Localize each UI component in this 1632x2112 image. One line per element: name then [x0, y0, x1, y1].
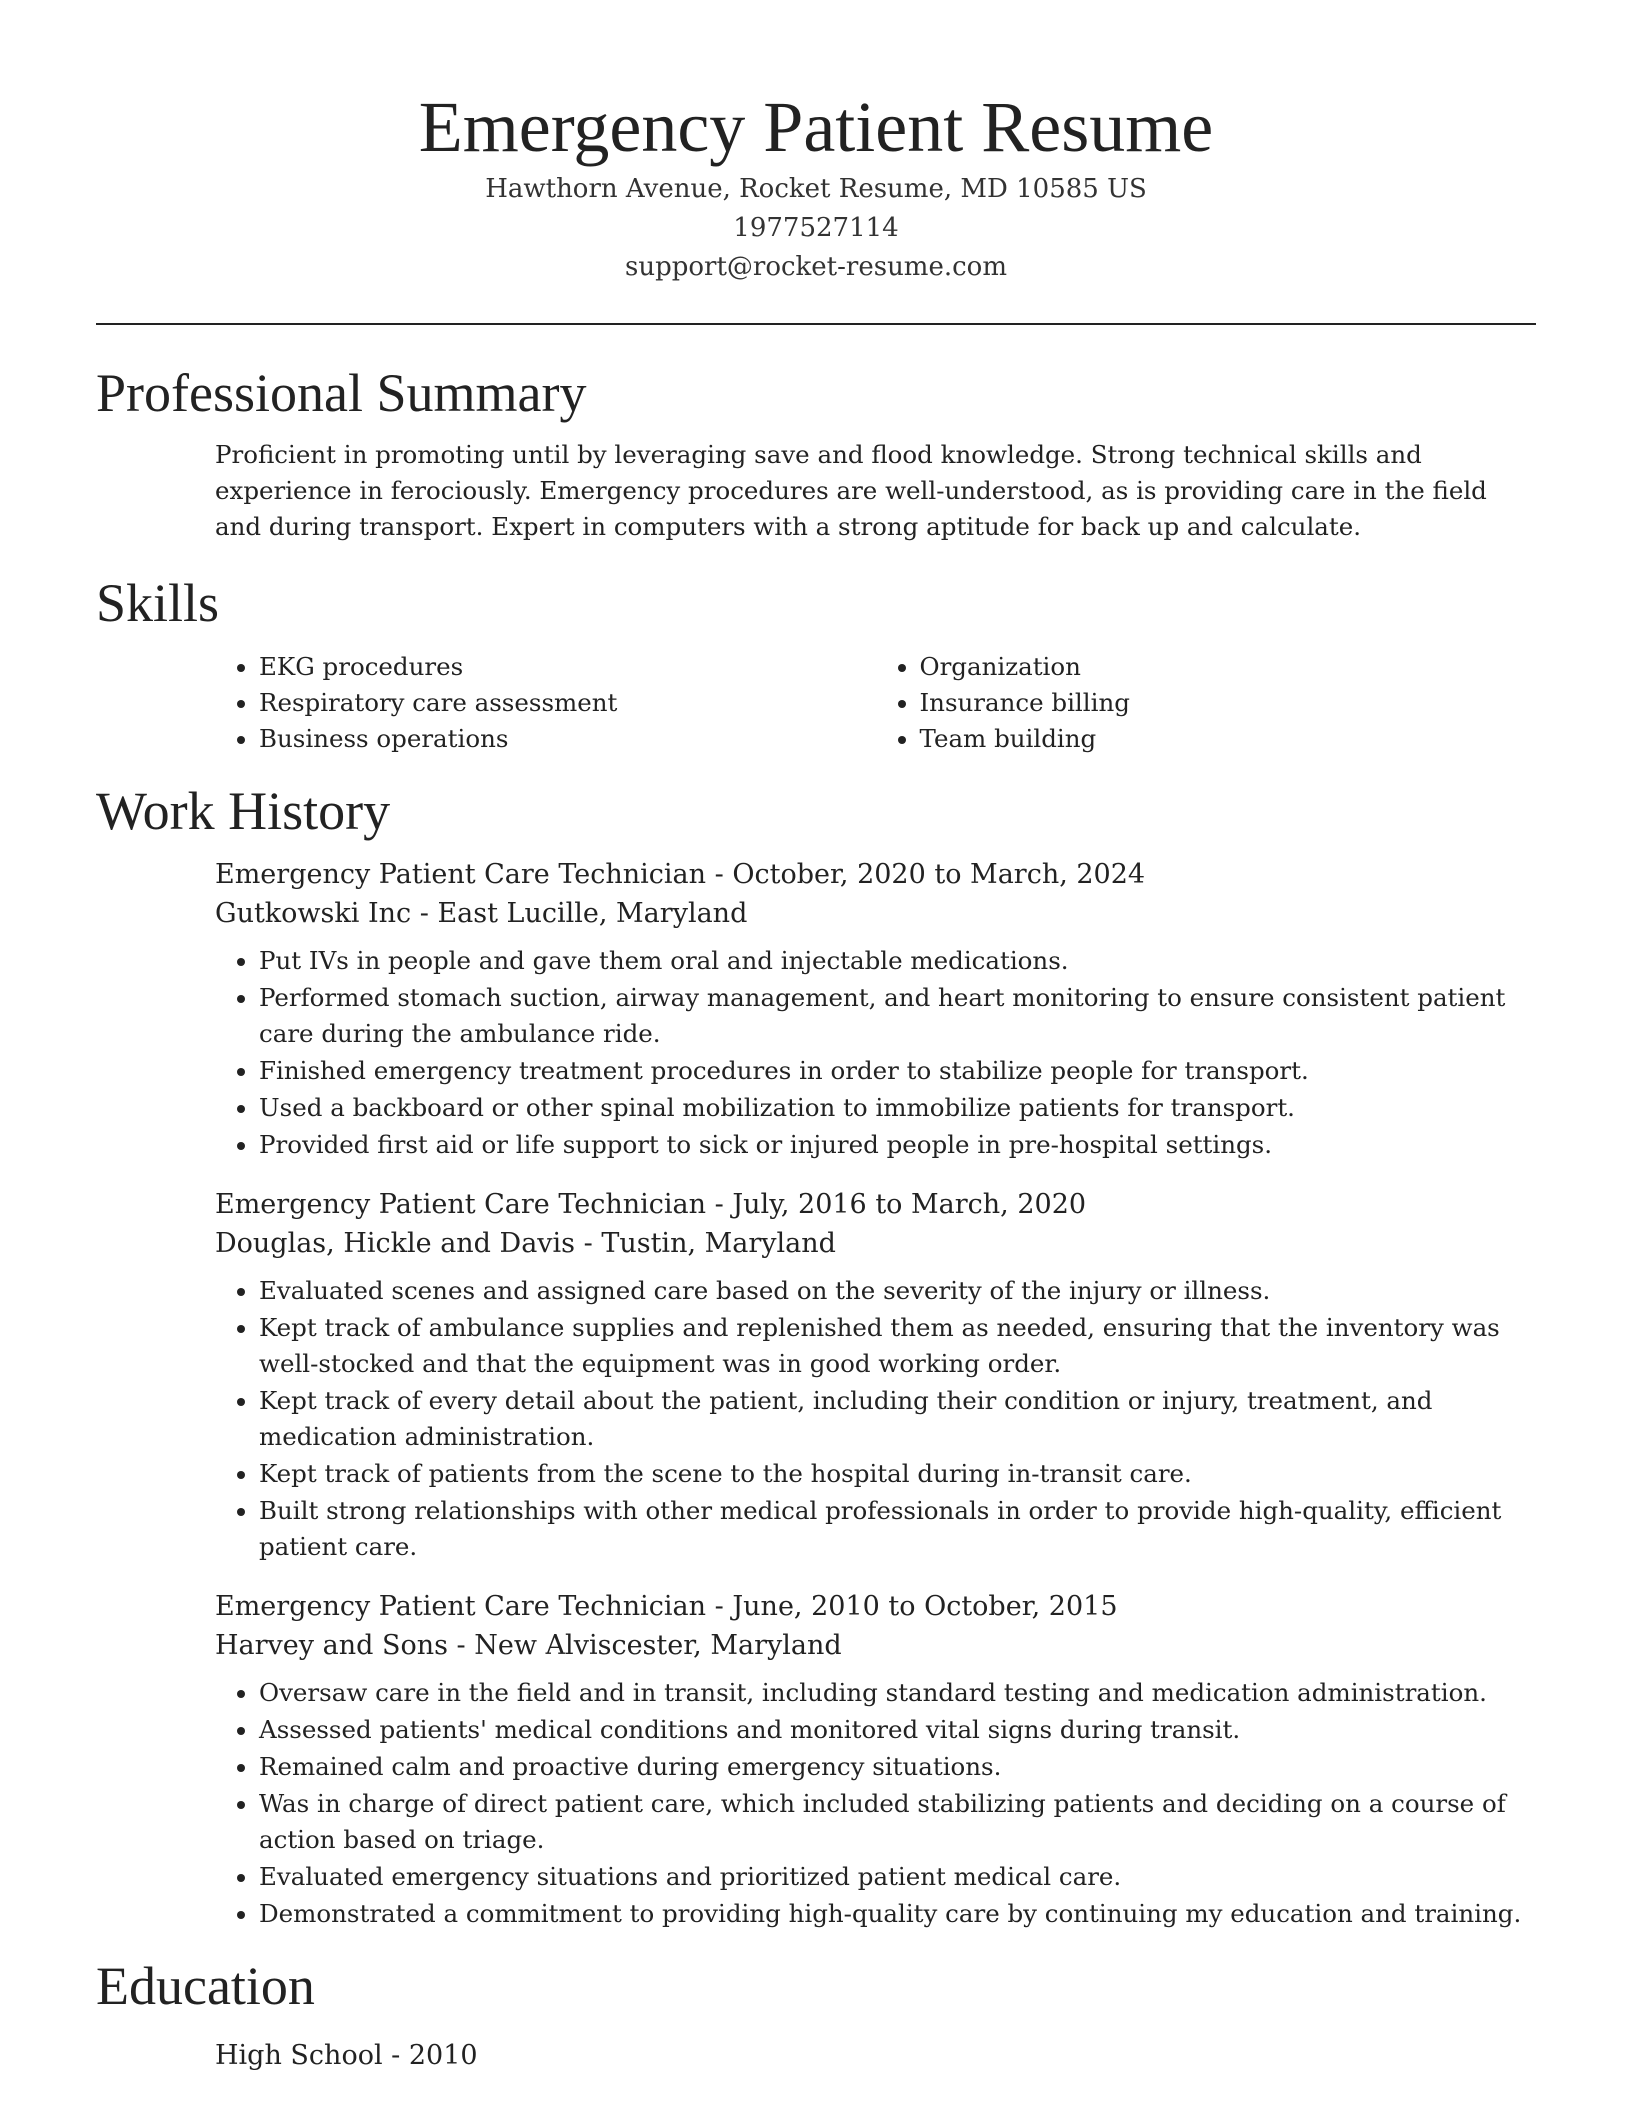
job-bullet: • Demonstrated a commitment to providing high-quality care by continuing my education and training.: [259, 1896, 1536, 1932]
job-company-line: Harvey and Sons - New Alviscester, Maryland: [215, 1630, 842, 1661]
skill-item: • Business operations: [259, 721, 876, 757]
resume-name: Emergency Patient Resume: [418, 87, 1214, 167]
contact-address: Hawthorn Avenue, Rocket Resume, MD 10585 US: [485, 174, 1147, 204]
education-heading: Education: [96, 1956, 315, 2016]
job-bullet: • Kept track of patients from the scene to the hospital during in-transit care.: [259, 1456, 1536, 1492]
job-bullet: • Oversaw care in the field and in transit, including standard testing and medication administration.: [259, 1675, 1536, 1711]
summary-section: [96, 361, 1536, 545]
job-title: Emergency Patient Care Technician: [215, 859, 707, 890]
header-divider: [96, 323, 1536, 325]
job-entry: [215, 1185, 1536, 1565]
job-title-line: Emergency Patient Care Technician - July, 2016 to March, 2020: [215, 1189, 1087, 1220]
job-bullet: • Performed stomach suction, airway management, and heart monitoring to ensure consistent patient care during the ambulance ride.: [259, 980, 1536, 1052]
job-bullet: • Built strong relationships with other medical professionals in order to provide high-quality, efficient patient care.: [259, 1493, 1536, 1565]
job-location: New Alviscester, Maryland: [474, 1630, 842, 1661]
job-title: Emergency Patient Care Technician: [215, 1591, 707, 1622]
job-bullet: • Evaluated emergency situations and prioritized patient medical care.: [259, 1859, 1536, 1895]
job-dates: July, 2016 to March, 2020: [732, 1189, 1087, 1220]
job-entry: [215, 855, 1536, 1163]
skill-item: • Organization: [920, 649, 1537, 685]
job-title-line: Emergency Patient Care Technician - October, 2020 to March, 2024: [215, 859, 1146, 890]
job-dates: October, 2020 to March, 2024: [732, 859, 1146, 890]
job-entry: [215, 1587, 1536, 1932]
resume-header: [96, 0, 1536, 287]
job-bullet: • Kept track of ambulance supplies and replenished them as needed, ensuring that the inventory was well-stocked and that the equipment was in good working order.: [259, 1310, 1536, 1382]
job-bullet: • Finished emergency treatment procedures in order to stabilize people for transport.: [259, 1053, 1536, 1089]
skills-list-right: [876, 649, 1537, 757]
skills-grid: [215, 649, 1536, 757]
job-bullets: [215, 943, 1536, 1163]
skill-item: • EKG procedures: [259, 649, 876, 685]
summary-text: Proficient in promoting until by leveraging save and flood knowledge. Strong technical skills and experience in ferociously. Emergency procedures are well-understood, as is providing care in the field and during transport. Expert in computers with a strong aptitude for back up and calculate.: [215, 440, 1487, 541]
job-bullet: • Put IVs in people and gave them oral and injectable medications.: [259, 943, 1536, 979]
job-company: Douglas, Hickle and Davis: [215, 1228, 576, 1259]
job-bullet: • Provided first aid or life support to sick or injured people in pre-hospital settings.: [259, 1127, 1536, 1163]
job-bullet: • Remained calm and proactive during emergency situations.: [259, 1749, 1536, 1785]
job-bullet: • Used a backboard or other spinal mobilization to immobilize patients for transport.: [259, 1090, 1536, 1126]
job-dates: June, 2010 to October, 2015: [732, 1591, 1118, 1622]
job-company: Harvey and Sons: [215, 1630, 448, 1661]
skill-item: • Respiratory care assessment: [259, 685, 876, 721]
skill-item: • Team building: [920, 721, 1537, 757]
skills-heading: Skills: [96, 573, 220, 633]
skills-section: [96, 571, 1536, 757]
job-location: Tustin, Maryland: [601, 1228, 836, 1259]
contact-email: support@rocket-resume.com: [624, 252, 1007, 282]
contact-block: [96, 170, 1536, 287]
job-title-line: Emergency Patient Care Technician - June, 2010 to October, 2015: [215, 1591, 1118, 1622]
skills-list-left: [215, 649, 876, 757]
job-company-line: Douglas, Hickle and Davis - Tustin, Maryland: [215, 1228, 836, 1259]
job-title: Emergency Patient Care Technician: [215, 1189, 707, 1220]
skill-item: • Insurance billing: [920, 685, 1537, 721]
job-location: East Lucille, Maryland: [437, 898, 748, 929]
education-entry: High School - 2010: [215, 2040, 478, 2071]
job-company-line: Gutkowski Inc - East Lucille, Maryland: [215, 898, 748, 929]
summary-heading: Professional Summary: [96, 363, 587, 423]
work-history-heading: Work History: [96, 781, 391, 841]
job-bullet: • Was in charge of direct patient care, which included stabilizing patients and deciding on a course of action based on triage.: [259, 1786, 1536, 1858]
job-bullet: • Assessed patients' medical conditions and monitored vital signs during transit.: [259, 1712, 1536, 1748]
work-history-section: [96, 779, 1536, 1932]
job-company: Gutkowski Inc: [215, 898, 412, 929]
job-bullet: • Evaluated scenes and assigned care based on the severity of the injury or illness.: [259, 1273, 1536, 1309]
education-section: [96, 1954, 1536, 2075]
job-bullets: [215, 1675, 1536, 1932]
contact-phone: 1977527114: [733, 213, 899, 243]
job-bullet: • Kept track of every detail about the patient, including their condition or injury, treatment, and medication administration.: [259, 1383, 1536, 1455]
job-bullets: [215, 1273, 1536, 1565]
